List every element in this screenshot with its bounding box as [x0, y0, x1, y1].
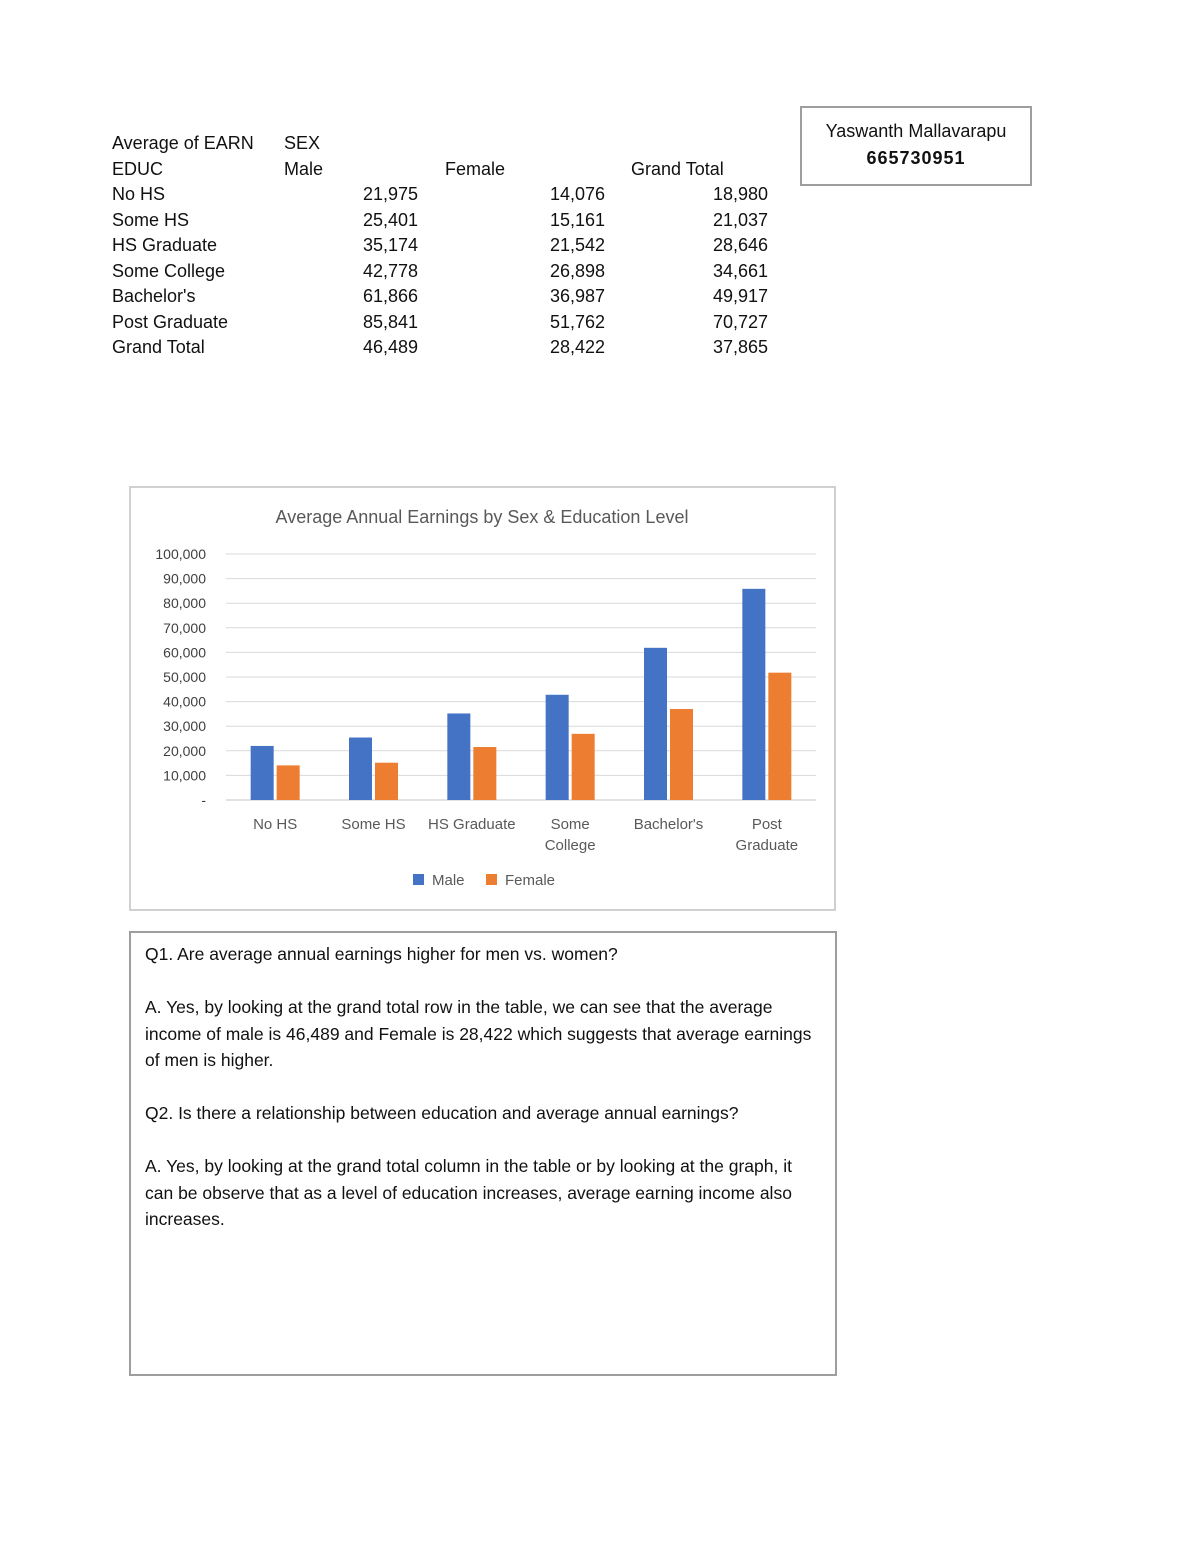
bar-male	[742, 589, 765, 800]
pivot-title-cell: Average of EARN	[112, 133, 254, 153]
pivot-table	[110, 131, 790, 361]
x-axis-category-labels	[253, 816, 798, 854]
pivot-cell-female: 15,161	[549, 209, 605, 230]
student-id: 665730951	[866, 148, 966, 168]
pivot-cell-grand-total: 49,917	[712, 286, 768, 306]
x-category-label: Some HS	[341, 816, 406, 833]
y-tick-label: 70,000	[163, 619, 206, 636]
pivot-column-header-male: Male	[284, 158, 324, 179]
student-info-box	[800, 106, 1032, 186]
y-tick-label: 30,000	[163, 718, 206, 735]
pivot-cell-female: 28,422	[549, 337, 605, 357]
x-category-label: Bachelor's	[633, 816, 704, 833]
bar-female	[768, 673, 791, 800]
bar-female	[473, 747, 496, 800]
qa-box	[129, 931, 837, 1376]
pivot-row-label: Some College	[112, 260, 226, 281]
y-tick-label: -	[201, 792, 206, 808]
pivot-cell-grand-total: 34,661	[712, 260, 768, 281]
pivot-row	[110, 182, 790, 208]
pivot-cell-female: 21,542	[549, 235, 605, 255]
pivot-cell-male: 21,975	[362, 184, 418, 204]
legend-label: Female	[505, 872, 556, 889]
bar-male	[447, 713, 470, 800]
pivot-row-label: HS Graduate	[112, 235, 218, 255]
bar-female	[375, 763, 398, 800]
bar-male	[251, 746, 274, 800]
pivot-cell-male: 85,841	[362, 311, 418, 332]
y-axis-tick-labels	[155, 546, 206, 808]
chart-title: Average Annual Earnings by Sex & Education Level	[275, 507, 689, 527]
y-tick-label: 90,000	[163, 570, 206, 587]
pivot-column-header-grand-total: Grand Total	[631, 158, 724, 179]
x-category-label: Some	[550, 816, 590, 833]
question-1: Q1. Are average annual earnings higher for men vs. women?	[145, 944, 618, 964]
pivot-cell-grand-total: 37,865	[712, 337, 768, 357]
pivot-cell-grand-total: 21,037	[712, 209, 768, 230]
pivot-cell-female: 26,898	[549, 260, 605, 281]
question-2: Q2. Is there a relationship between education and average annual earnings?	[145, 1103, 739, 1123]
pivot-row	[110, 284, 790, 310]
chart-legend	[413, 872, 555, 889]
pivot-cell-male: 42,778	[362, 260, 418, 281]
pivot-cell-female: 36,987	[549, 286, 605, 306]
bar-male	[349, 738, 372, 800]
pivot-row-label: No HS	[112, 184, 166, 204]
y-tick-label: 20,000	[163, 742, 206, 759]
x-category-label: College	[544, 837, 596, 854]
pivot-row-label: Post Graduate	[112, 311, 229, 332]
pivot-row	[110, 310, 790, 336]
y-tick-label: 50,000	[163, 669, 206, 685]
legend-swatch	[413, 874, 424, 885]
pivot-column-field: SEX	[284, 133, 321, 153]
bar-female	[572, 734, 595, 800]
pivot-cell-male: 46,489	[362, 337, 418, 357]
pivot-row	[110, 259, 790, 285]
pivot-row-label: Grand Total	[112, 337, 205, 357]
chart-bars	[251, 589, 792, 800]
answer-1: A. Yes, by looking at the grand total row in the table, we can see that the average income of male is 46,489 and Female is 28,422 which suggests that average earnings of men is higher.	[145, 997, 812, 1070]
chart-gridlines	[226, 554, 816, 800]
answer-2: A. Yes, by looking at the grand total column in the table or by looking at the graph, it can be observe that as a level of education increases, average earning income also increases.	[145, 1156, 792, 1229]
pivot-cell-grand-total: 18,980	[712, 184, 768, 204]
pivot-cell-grand-total: 28,646	[712, 235, 768, 255]
pivot-cell-female: 14,076	[549, 184, 605, 204]
x-category-label: HS Graduate	[428, 816, 516, 833]
student-name: Yaswanth Mallavarapu	[825, 121, 1007, 141]
pivot-column-header-female: Female	[445, 158, 506, 179]
pivot-cell-male: 61,866	[362, 286, 418, 306]
pivot-grand-total-row	[110, 335, 790, 361]
y-tick-label: 60,000	[163, 644, 206, 661]
x-category-label: No HS	[253, 816, 298, 833]
pivot-cell-grand-total: 70,727	[712, 311, 768, 332]
pivot-row-label: Some HS	[112, 209, 190, 230]
y-tick-label: 10,000	[163, 767, 206, 784]
chart-container	[129, 486, 836, 911]
pivot-row-field: EDUC	[112, 158, 164, 179]
x-category-label: Post	[751, 816, 782, 833]
pivot-cell-female: 51,762	[549, 311, 605, 332]
y-tick-label: 80,000	[163, 595, 206, 612]
bar-chart	[131, 488, 834, 909]
y-tick-label: 100,000	[155, 546, 206, 562]
pivot-cell-male: 35,174	[362, 235, 418, 255]
pivot-row	[110, 208, 790, 234]
legend-swatch	[486, 874, 497, 885]
bar-female	[670, 709, 693, 800]
pivot-header-row-1	[110, 131, 790, 157]
pivot-row-label: Bachelor's	[112, 286, 196, 306]
x-category-label: Graduate	[735, 837, 799, 854]
legend-label: Male	[432, 872, 465, 889]
pivot-row	[110, 233, 790, 259]
pivot-cell-male: 25,401	[362, 209, 418, 230]
pivot-header-row-2	[110, 157, 790, 183]
y-tick-label: 40,000	[163, 693, 206, 710]
bar-male	[644, 648, 667, 800]
bar-male	[546, 695, 569, 800]
bar-female	[277, 765, 300, 800]
